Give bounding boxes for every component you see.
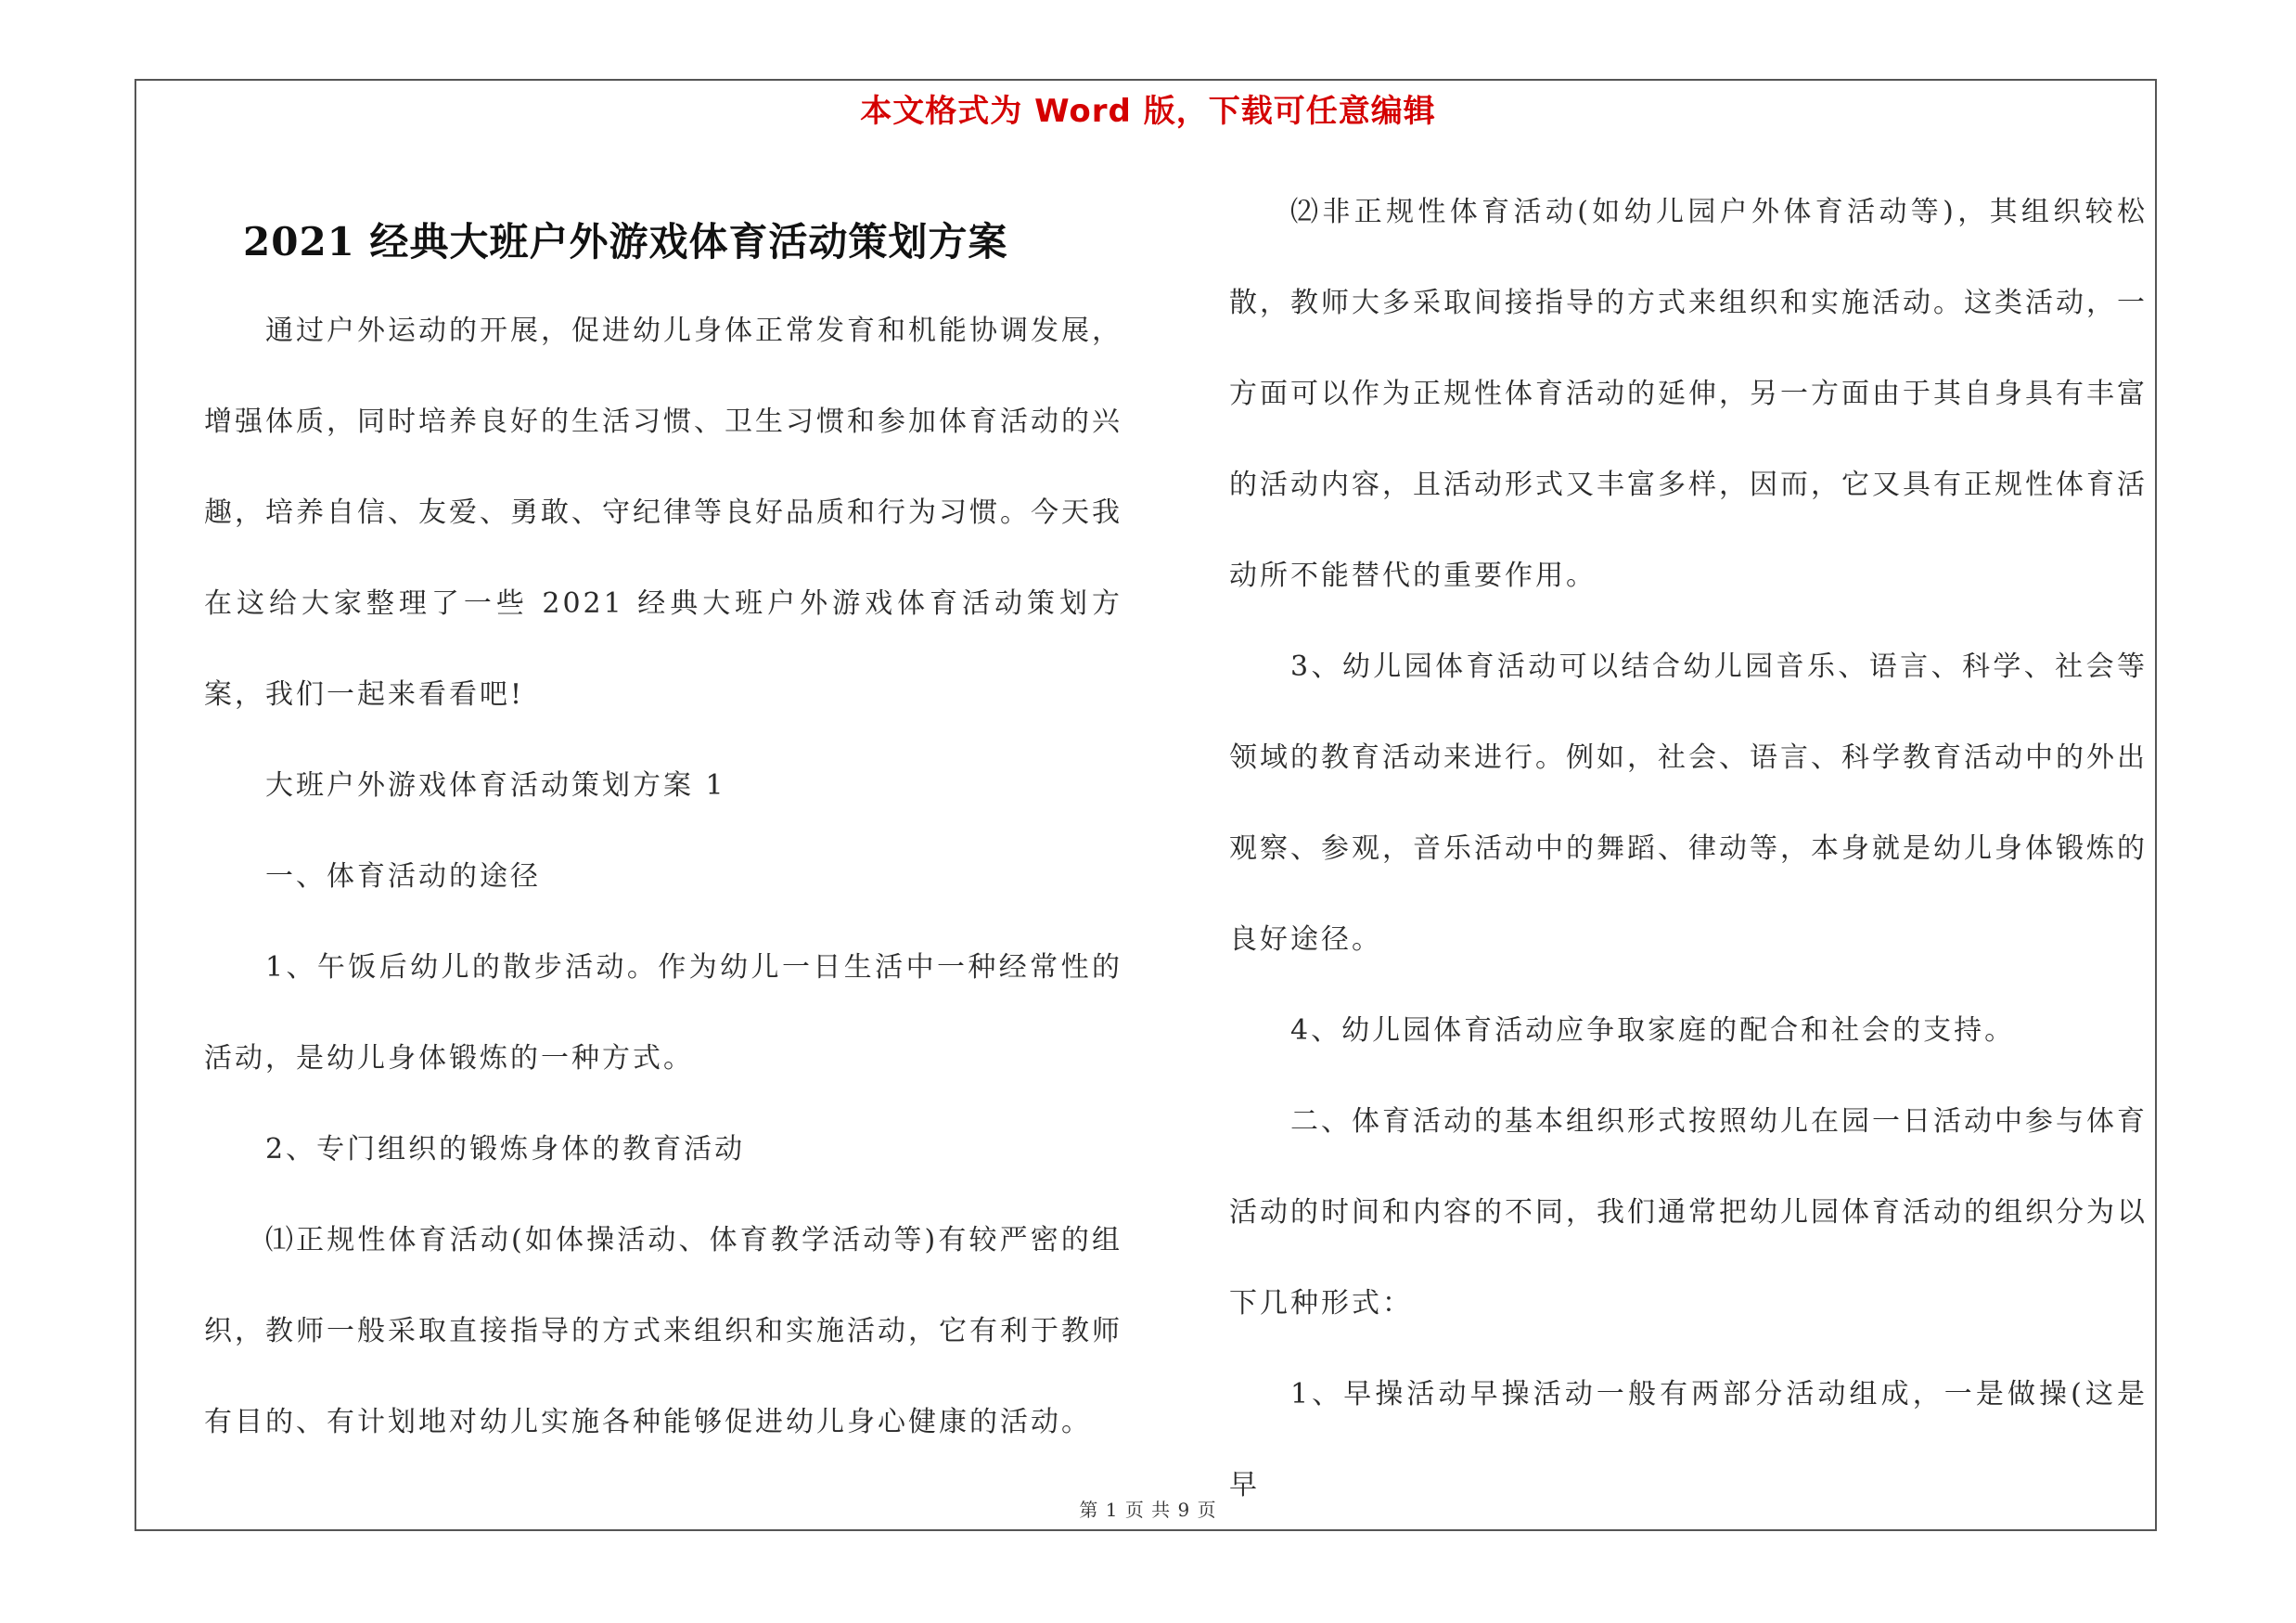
document-title: 2021 经典大班户外游戏体育活动策划方案 <box>243 219 1008 264</box>
paragraph-item-2-2: ⑵非正规性体育活动(如幼儿园户外体育活动等)，其组织较松散，教师大多采取间接指导的方式来组织和实施活动。这类活动，一方面可以作为正规性体育活动的延伸，另一方面由于其自身具有丰富的活动内容，且活动形式又丰富多样，因而，它又具有正规性体育活动所不能替代的重要作用。 <box>1229 196 2148 592</box>
paragraph-item-2-1: ⑴正规性体育活动(如体操活动、体育教学活动等)有较严密的组织，教师一般采取直接指导的方式来组织和实施活动，它有利于教师有目的、有计划地对幼儿实施各种能够促进幼儿身心健康的活动。 <box>204 1224 1122 1438</box>
page-number: 第 1 页 共 9 页 <box>1079 1499 1217 1521</box>
paragraph-item-3: 3、幼儿园体育活动可以结合幼儿园音乐、语言、科学、社会等领域的教育活动来进行。例如，社会、语言、科学教育活动中的外出观察、参观，音乐活动中的舞蹈、律动等，本身就是幼儿身体锻炼的良好途径。 <box>1229 650 2148 956</box>
paragraph-item-4: 4、幼儿园体育活动应争取家庭的配合和社会的支持。 <box>1290 1014 2016 1047</box>
word-format-banner: 本文格式为 Word 版，下载可任意编辑 <box>860 93 1436 130</box>
paragraph-intro: 通过户外运动的开展，促进幼儿身体正常发育和机能协调发展，增强体质，同时培养良好的生活习惯、卫生习惯和参加体育活动的兴趣，培养自信、友爱、勇敢、守纪律等良好品质和行为习惯。今天我在这给大家整理了一些 2021 经典大班户外游戏体育活动策划方案，我们一起来看看吧! <box>204 315 1122 711</box>
paragraph-section-one-heading: 一、体育活动的途径 <box>265 860 541 893</box>
paragraph-plan-heading: 大班户外游戏体育活动策划方案 1 <box>265 769 726 802</box>
paragraph-morning-exercise: 1、早操活动早操活动一般有两部分活动组成，一是做操(这是早 <box>1229 1378 2148 1501</box>
paragraph-item-2: 2、专门组织的锻炼身体的教育活动 <box>265 1133 746 1166</box>
paragraph-section-two: 二、体育活动的基本组织形式按照幼儿在园一日活动中参与体育活动的时间和内容的不同，我们通常把幼儿园体育活动的组织分为以下几种形式： <box>1229 1105 2148 1320</box>
left-column <box>204 286 1122 1468</box>
paragraph-item-1: 1、午饭后幼儿的散步活动。作为幼儿一日生活中一种经常性的活动，是幼儿身体锻炼的一种方式。 <box>204 951 1122 1075</box>
right-column <box>1229 167 2148 1531</box>
